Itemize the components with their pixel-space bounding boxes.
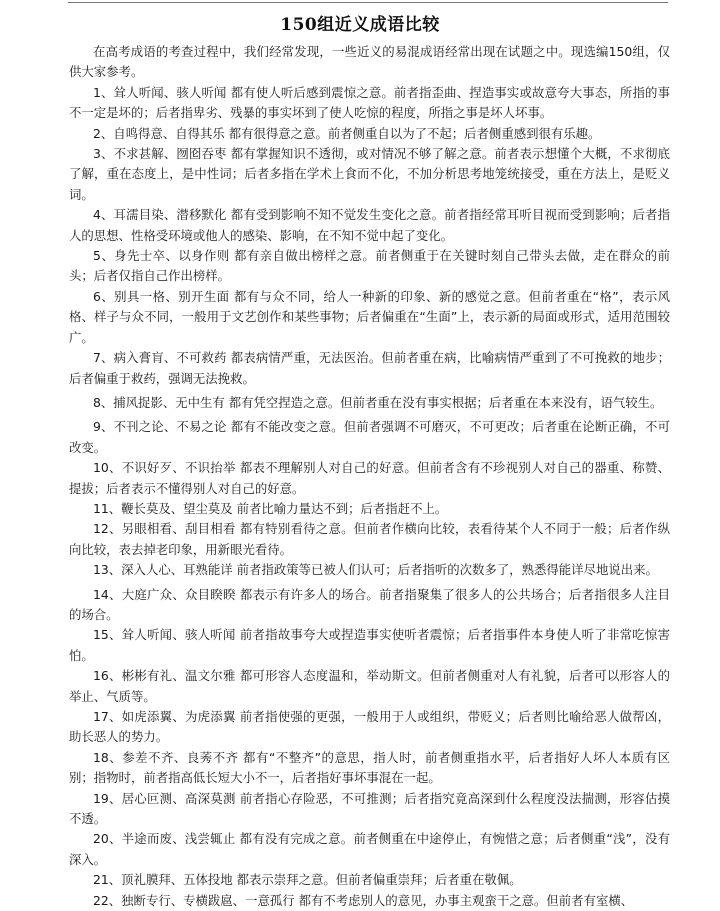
list-item: 8、捕风捉影、无中生有 都有凭空捏造之意。但前者重在没有事实根据；后者重在本来没有，语气较生。 (93, 394, 663, 410)
list-item: 22、独断专行、专横跋扈、一意孤行 都有不考虑别人的意见，办事主观蛮干之意。但前者有室横、 (93, 892, 634, 908)
list-item: 19、居心叵测、高深莫测 前者指心存险恶，不可推测；后者指究竟高深到什么程度没法揣测，形容估摸不透。 (69, 790, 670, 827)
list-item: 6、别具一格、别开生面 都有与众不同，给人一种新的印象、新的感觉之意。但前者重在“格”，表示风格、样子与众不同，一般用于文艺创作和某些事物；后者偏重在“生面”上，表示新的局面或形式，适用范围较广。 (69, 288, 670, 345)
top-rule (68, 2, 668, 3)
list-item: 17、如虎添翼、为虎添翼 前者指使强的更强，一般用于人或组织，带贬义；后者则比喻给恶人做帮凶，助长恶人的势力。 (69, 709, 670, 745)
list-item: 20、半途而废、浅尝辄止 都有没有完成之意。前者侧重在中途停止，有惋惜之意；后者侧重“浅”，没有深入。 (69, 831, 670, 867)
list-item: 3、不求甚解、囫囵吞枣 都有掌握知识不透彻，或对情况不够了解之意。前者表示想懂个大概，不求彻底了解，重在态度上，是中性词；后者多指在学术上食而不化，不加分析思考地笼统接受，重在方法上，是贬义词。 (69, 146, 670, 202)
document-body (69, 42, 670, 911)
list-item: 16、彬彬有礼、温文尔雅 都可形容人态度温和，举动斯文。但前者侧重对人有礼貌，后者可以形容人的举止、气质等。 (69, 668, 670, 704)
list-item: 18、参差不齐、良莠不齐 都有“不整齐”的意思，指人时，前者侧重指水平，后者指好人坏人本质有区别；指物时，前者指高低长短大小不一，后者指好事坏事混在一起。 (69, 749, 670, 786)
list-item: 14、大庭广众、众目睽睽 都表示有许多人的场合。前者指聚集了很多人的公共场合；后者指很多人注目的场合。 (69, 586, 670, 622)
list-item: 21、顶礼膜拜、五体投地 都表示崇拜之意。但前者偏重崇拜；后者重在敬佩。 (93, 872, 522, 888)
list-item: 7、病入膏肓、不可救药 都表病情严重，无法医治。但前者重在病，比喻病情严重到了不可挽救的地步；后者偏重于救药，强调无法挽救。 (69, 350, 670, 386)
list-item: 13、深入人心、耳熟能详 前者指政策等已被人们认可；后者指听的次数多了，熟悉得能详尽地说出来。 (93, 562, 658, 578)
list-item: 2、自鸣得意、自得其乐 都有很得意之意。前者侧重自以为了不起；后者侧重感到很有乐趣。 (93, 125, 601, 141)
list-item: 10、不识好歹、不识抬举 都表不理解别人对自己的好意。但前者含有不珍视别人对自己的器重、称赞、提拔；后者表示不懂得别人对自己的好意。 (69, 460, 670, 496)
intro-paragraph: 在高考成语的考查过程中，我们经常发现，一些近义的易混成语经常出现在试题之中。现选编150组，仅供大家参考。 (69, 44, 670, 80)
list-item: 15、耸人听闻、骇人听闻 前者指故事夸大或捏造事实使听者震惊；后者指事件本身使人听了非常吃惊害怕。 (69, 627, 670, 663)
list-item: 12、另眼相看、刮目相看 都有特别看待之意。但前者作横向比较，表看待某个人不同于一般；后者作纵向比较，表去掉老印象，用新眼光看待。 (69, 521, 670, 557)
list-item: 9、不刊之论、不易之论 都有不能改变之意。但前者强调不可磨灭，不可更改；后者重在论断正确，不可改变。 (69, 419, 670, 455)
list-item: 4、耳濡目染、潜移默化 都有受到影响不知不觉发生变化之意。前者指经常耳听目视而受到影响；后者指人的思想、性格受环境或他人的感染、影响，在不知不觉中起了变化。 (69, 207, 670, 243)
list-item: 1、耸人听闻、骇人听闻 都有使人听后感到震惊之意。前者指歪曲、捏造事实或故意夸大事态，所指的事不一定是坏的；后者指卑劣、残暴的事实坏到了使人吃惊的程度，所指之事是坏人坏事。 (69, 84, 670, 121)
list-item: 11、鞭长莫及、望尘莫及 前者比喻力量达不到；后者指赶不上。 (93, 500, 448, 516)
list-item: 5、身先士卒、以身作则 都有亲自做出榜样之意。前者侧重于在关键时刻自己带头去做，走在群众的前头；后者仅指自己作出榜样。 (69, 248, 670, 284)
document-title: 150组近义成语比较 (280, 15, 440, 35)
